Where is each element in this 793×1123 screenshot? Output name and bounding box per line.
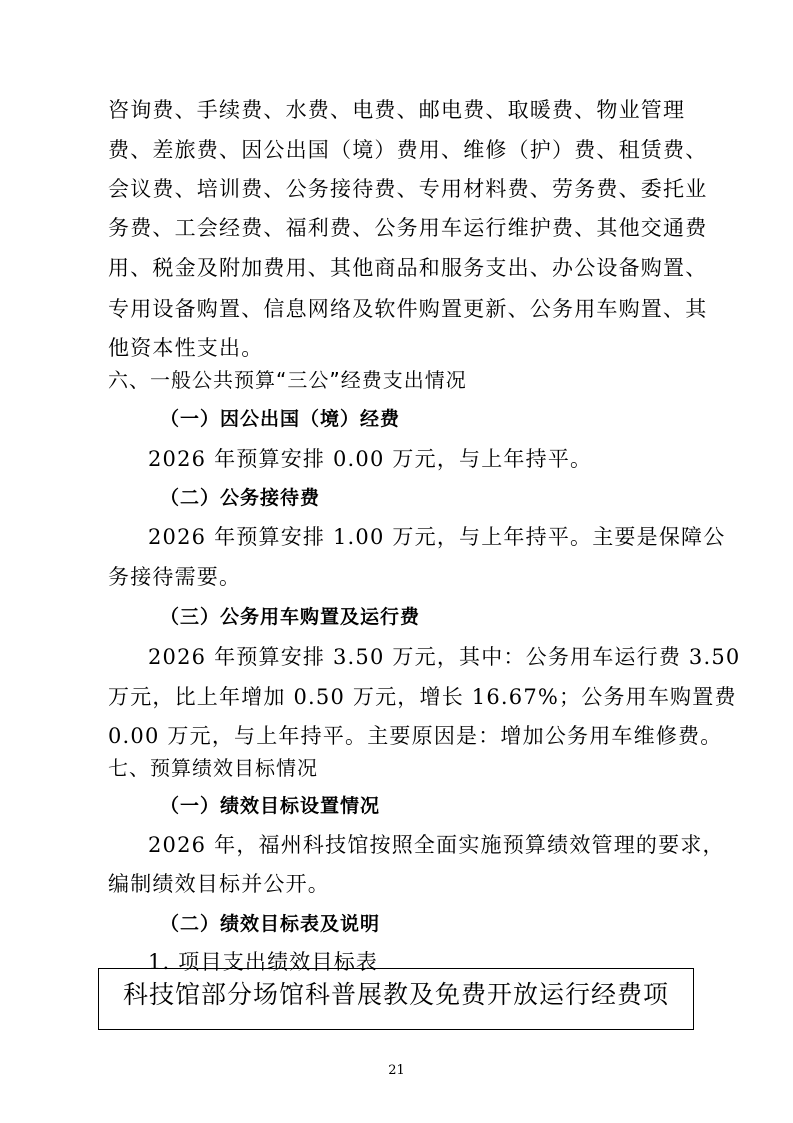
paragraph-line: 编制绩效目标并公开。 [108,872,330,896]
body-line: 会议费、培训费、公务接待费、专用材料费、劳务费、委托业 [108,177,708,201]
table-title: 科技馆部分场馆科普展教及免费开放运行经费项 [122,980,669,1009]
paragraph-line: 2026 年预算安排 1.00 万元，与上年持平。主要是保障公 [148,525,726,549]
body-line: 咨询费、手续费、水费、电费、邮电费、取暖费、物业管理 [108,98,686,122]
paragraph-line: 1. 项目支出绩效目标表 [148,950,379,974]
paragraph-line: 2026 年预算安排 0.00 万元，与上年持平。 [148,447,593,471]
paragraph-line: 务接待需要。 [108,565,242,589]
subsection-heading: （一）绩效目标设置情况 [160,795,381,817]
subsection-heading: （二）公务接待费 [160,487,321,509]
section-heading: 六、一般公共预算“三公”经费支出情况 [108,368,467,392]
subsection-heading: （二）绩效目标表及说明 [160,913,381,935]
paragraph-line: 0.00 万元，与上年持平。主要原因是：增加公务用车维修费。 [108,724,723,748]
body-line: 他资本性支出。 [108,336,264,360]
body-line: 费、差旅费、因公出国（境）费用、维修（护）费、租赁费、 [108,138,708,162]
paragraph-line: 万元，比上年增加 0.50 万元，增长 16.67%；公务用车购置费 [108,685,737,709]
subsection-heading: （三）公务用车购置及运行费 [160,606,421,628]
performance-table [98,968,694,1030]
body-line: 专用设备购置、信息网络及软件购置更新、公务用车购置、其 [108,297,708,321]
body-line: 用、税金及附加费用、其他商品和服务支出、办公设备购置、 [108,256,708,280]
paragraph-line: 2026 年，福州科技馆按照全面实施预算绩效管理的要求， [148,833,725,857]
page-number: 21 [388,1063,405,1078]
body-line: 务费、工会经费、福利费、公务用车运行维护费、其他交通费 [108,216,708,240]
paragraph-line: 2026 年预算安排 3.50 万元，其中：公务用车运行费 3.50 [148,645,741,669]
section-heading: 七、预算绩效目标情况 [108,756,318,780]
subsection-heading: （一）因公出国（境）经费 [160,408,401,430]
